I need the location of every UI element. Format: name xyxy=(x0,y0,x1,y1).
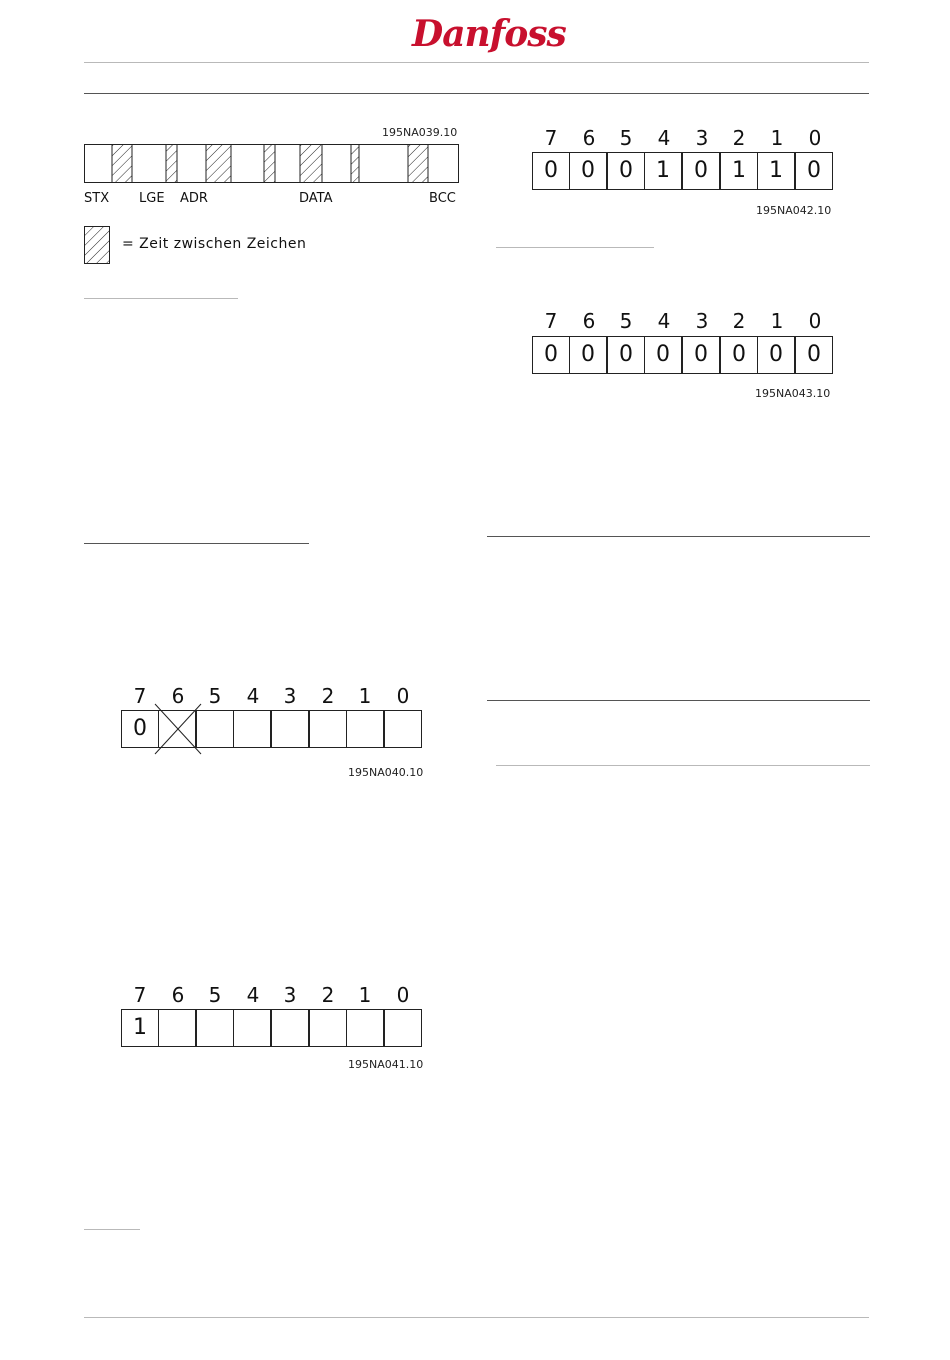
bit-cell: 0 xyxy=(644,336,682,374)
hatch-legend-swatch xyxy=(84,226,110,264)
bit-number: 3 xyxy=(695,309,709,333)
bit-cell: 1 xyxy=(644,152,682,190)
bit-cell: 1 xyxy=(720,152,758,190)
bit-cell xyxy=(384,1009,422,1047)
bit-number: 6 xyxy=(582,309,596,333)
telegram-label-lge: LGE xyxy=(139,191,165,206)
bit-cell: 0 xyxy=(607,152,645,190)
bit-number: 5 xyxy=(619,126,633,150)
bit-cell xyxy=(346,710,384,748)
bit-cell: 0 xyxy=(795,152,833,190)
telegram-label-stx: STX xyxy=(84,191,110,206)
bit-cell: 0 xyxy=(682,152,720,190)
bit-cell xyxy=(384,710,422,748)
bit-cell: 0 xyxy=(682,336,720,374)
bit-number: 1 xyxy=(770,126,784,150)
footer-rule xyxy=(84,1317,869,1318)
bit-cell: 1 xyxy=(757,152,795,190)
bit-number: 3 xyxy=(695,126,709,150)
hatch-legend-text: = Zeit zwischen Zeichen xyxy=(122,236,307,252)
bit-cell xyxy=(158,1009,196,1047)
table-rule-3 xyxy=(496,765,870,766)
bit-number: 6 xyxy=(171,684,185,708)
bit-number: 0 xyxy=(396,684,410,708)
bit-number: 1 xyxy=(770,309,784,333)
bit-cell: 1 xyxy=(121,1009,159,1047)
section-rule-3 xyxy=(84,1229,140,1230)
bit-cell: 0 xyxy=(532,152,570,190)
bit-number: 5 xyxy=(619,309,633,333)
section-rule-2 xyxy=(84,543,309,544)
header-rule-top xyxy=(84,62,869,63)
bit-number: 4 xyxy=(657,126,671,150)
bit-cell: 0 xyxy=(757,336,795,374)
bit-cell xyxy=(196,1009,234,1047)
bit-number: 7 xyxy=(544,309,558,333)
bit-number: 5 xyxy=(208,684,222,708)
bit-number: 7 xyxy=(544,126,558,150)
telegram-label-bcc: BCC xyxy=(429,191,456,206)
figure-id: 195NA042.10 xyxy=(756,204,832,217)
figure-id: 195NA043.10 xyxy=(755,387,831,400)
bit-number: 2 xyxy=(732,309,746,333)
bit-number: 7 xyxy=(133,983,147,1007)
bit-cell: 0 xyxy=(532,336,570,374)
header-rule-bottom xyxy=(84,93,869,94)
bit-number: 3 xyxy=(283,684,297,708)
bit-cell xyxy=(271,1009,309,1047)
bit-number: 4 xyxy=(657,309,671,333)
table-rule-2 xyxy=(487,700,870,701)
bit-number: 0 xyxy=(808,309,822,333)
telegram-frame-diagram xyxy=(84,144,460,184)
section-rule-right-1 xyxy=(496,247,654,248)
bit-number: 5 xyxy=(208,983,222,1007)
bit-cell: 0 xyxy=(720,336,758,374)
telegram-label-data: DATA xyxy=(299,191,333,206)
bit-number: 4 xyxy=(246,983,260,1007)
bit-number: 0 xyxy=(808,126,822,150)
danfoss-logo: Danfoss xyxy=(412,13,566,55)
telegram-label-adr: ADR xyxy=(180,191,208,206)
bit-cell xyxy=(233,710,271,748)
bit-number: 2 xyxy=(321,983,335,1007)
bit-cell: 0 xyxy=(121,710,159,748)
bit-number: 6 xyxy=(582,126,596,150)
bit-cell: 0 xyxy=(569,152,607,190)
figure-id: 195NA040.10 xyxy=(348,766,424,779)
bit-number: 7 xyxy=(133,684,147,708)
section-rule-1 xyxy=(84,298,238,299)
bit-cell xyxy=(233,1009,271,1047)
bit-number: 6 xyxy=(171,983,185,1007)
bit-number: 4 xyxy=(246,684,260,708)
bit-number: 2 xyxy=(732,126,746,150)
bit-number: 3 xyxy=(283,983,297,1007)
table-rule-1 xyxy=(487,536,870,537)
bit-cell xyxy=(271,710,309,748)
crossed-bit-mark xyxy=(153,702,203,756)
bit-cell: 0 xyxy=(569,336,607,374)
bit-number: 1 xyxy=(358,983,372,1007)
figure-id-telegram: 195NA039.10 xyxy=(382,126,458,139)
bit-cell xyxy=(346,1009,384,1047)
figure-id: 195NA041.10 xyxy=(348,1058,424,1071)
bit-cell: 0 xyxy=(607,336,645,374)
bit-number: 2 xyxy=(321,684,335,708)
bit-cell xyxy=(309,1009,347,1047)
bit-cell xyxy=(309,710,347,748)
bit-number: 0 xyxy=(396,983,410,1007)
bit-number: 1 xyxy=(358,684,372,708)
bit-cell: 0 xyxy=(795,336,833,374)
